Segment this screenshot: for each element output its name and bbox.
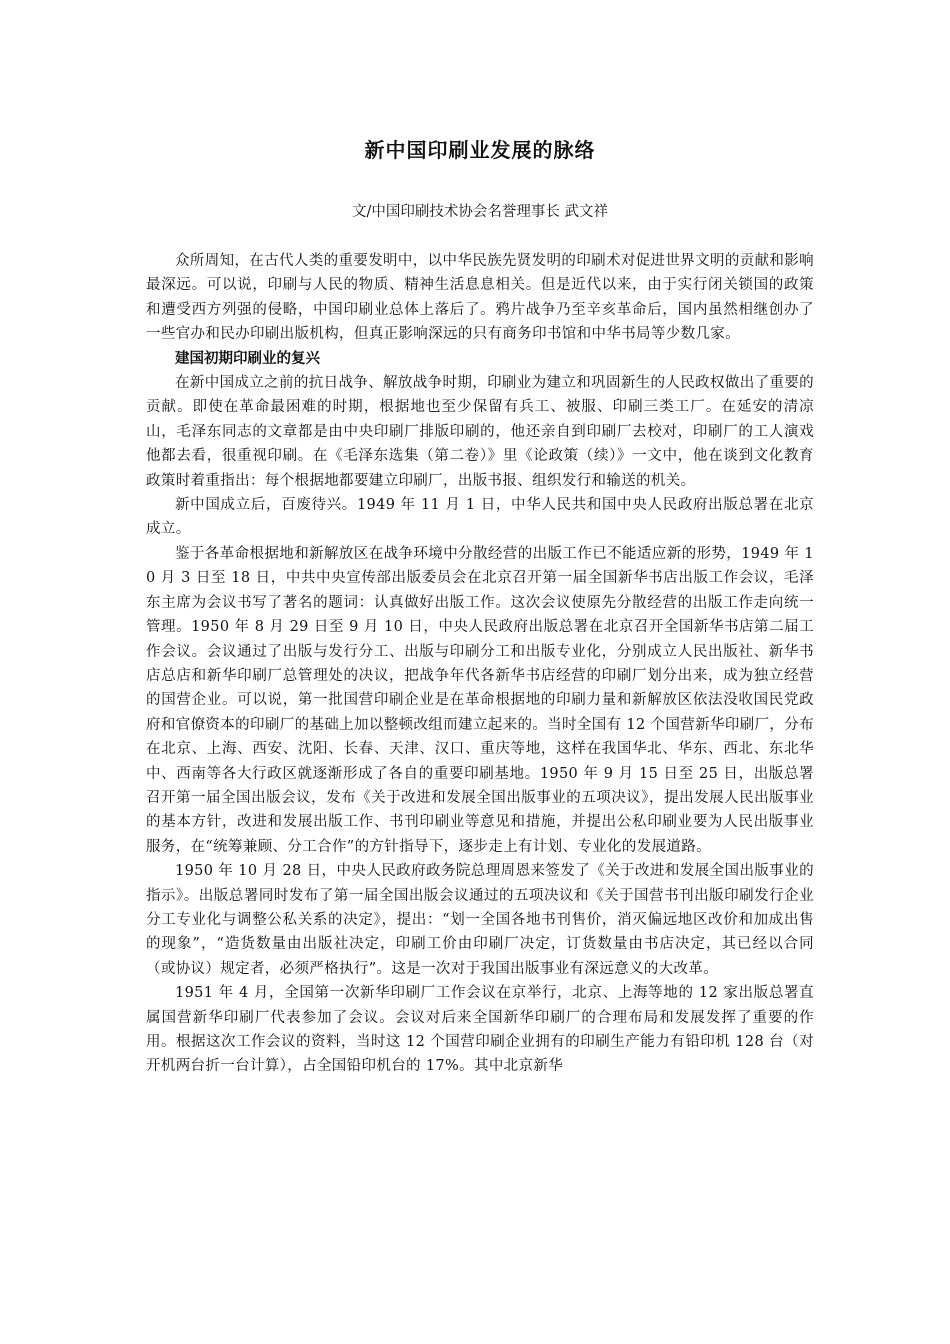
body-paragraph: 1951 年 4 月，全国第一次新华印刷厂工作会议在京举行，北京、上海等地的 12 家出版总署直属国营新华印刷厂代表参加了会议。会议对后来全国新华印刷厂的合理布局和发展发挥了重要的作用。根据这次工作会议的资料，当时这 12 个国营印刷企业拥有的印刷生产能力有铅印机 128 台（对开机两台折一台计算），占全国铅印机台的 17%。其中北京新华 bbox=[146, 985, 814, 1075]
intro-paragraph: 众所周知，在古代人类的重要发明中，以中华民族先贤发明的印刷术对促进世界文明的贡献和影响最深远。可以说，印刷与人民的物质、精神生活息息相关。但是近代以来，由于实行闭关锁国的政策和遭受西方列强的侵略，中国印刷业总体上落后了。鸦片战争乃至辛亥革命后，国内虽然相继创办了一些官办和民办印刷出版机构，但真正影响深远的只有商务印书馆和中华书局等少数几家。 bbox=[146, 253, 814, 343]
section-heading: 建国初期印刷业的复兴 bbox=[175, 350, 320, 367]
body-paragraph: 在新中国成立之前的抗日战争、解放战争时期，印刷业为建立和巩固新生的人民政权做出了重要的贡献。即使在革命最困难的时期，根据地也至少保留有兵工、被服、印刷三类工厂。在延安的清凉山，毛泽东同志的文章都是由中央印刷厂排版印刷的，他还亲自到印刷厂去校对，印刷厂的工人演戏他都去看，很重视印刷。在《毛泽东选集（第二卷）》里《论政策（续）》一文中，他在谈到文化教育政策时着重指出：每个根据地都要建立印刷厂，出版书报、组织发行和输送的机关。 bbox=[146, 375, 814, 489]
body-paragraph: 1950 年 10 月 28 日，中央人民政府政务院总理周恩来签发了《关于改进和发展全国出版事业的指示》。出版总署同时发布了第一届全国出版会议通过的五项决议和《关于国营书刊出版印刷发行企业分工专业化与调整公私关系的决定》，提出：“划一全国各地书刊售价，消灭偏远地区改价和加成出售的现象”，“造货数量由出版社决定，印刷工价由印刷厂决定，订货数量由书店决定，其已经以合同（或协议）规定者，必须严格执行”。这是一次对于我国出版事业有深远意义的大改革。 bbox=[146, 863, 814, 977]
document-title: 新中国印刷业发展的脉络 bbox=[364, 138, 596, 162]
article-body bbox=[146, 249, 814, 1079]
body-paragraph: 鉴于各革命根据地和新解放区在战争环境中分散经营的出版工作已不能适应新的形势，1949 年 10 月 3 日至 18 日，中共中央宣传部出版委员会在北京召开第一届全国新华书店出版工作会议，毛泽东主席为会议书写了著名的题词：认真做好出版工作。这次会议使原先分散经营的出版工作走向统一管理。1950 年 8 月 29 日至 9 月 10 日，中央人民政府出版总署在北京召开全国新华书店第二届工作会议。会议通过了出版与发行分工、出版与印刷分工和出版专业化，分别成立人民出版社、新华书店总店和新华印刷厂总管理处的决议，把战争年代各新华书店经营的印刷厂划分出来，成为独立经营的国营企业。可以说，第一批国营印刷企业是在革命根据地的印刷力量和新解放区依法没收国民党政府和官僚资本的印刷厂的基础上加以整顿改组而建立起来的。当时全国有 12 个国营新华印刷厂，分布在北京、上海、西安、沈阳、长春、天津、汉口、重庆等地，这样在我国华北、华东、西北、东北华中、西南等各大行政区就逐渐形成了各自的重要印刷基地。1950 年 9 月 15 日至 25 日，出版总署召开第一届全国出版会议，发布《关于改进和发展全国出版事业的五项决议》，提出发展人民出版事业的基本方针，改进和发展出版工作、书刊印刷业等意见和措施，并提出公私印刷业要为人民出版事业服务，在“统筹兼顾、分工合作”的方针指导下，逐步走上有计划、专业化的发展道路。 bbox=[146, 545, 814, 855]
author-byline: 文/中国印刷技术协会名誉理事长 武文祥 bbox=[352, 204, 608, 220]
body-paragraph: 新中国成立后，百废待兴。1949 年 11 月 1 日，中华人民共和国中央人民政府出版总署在北京成立。 bbox=[146, 497, 814, 538]
